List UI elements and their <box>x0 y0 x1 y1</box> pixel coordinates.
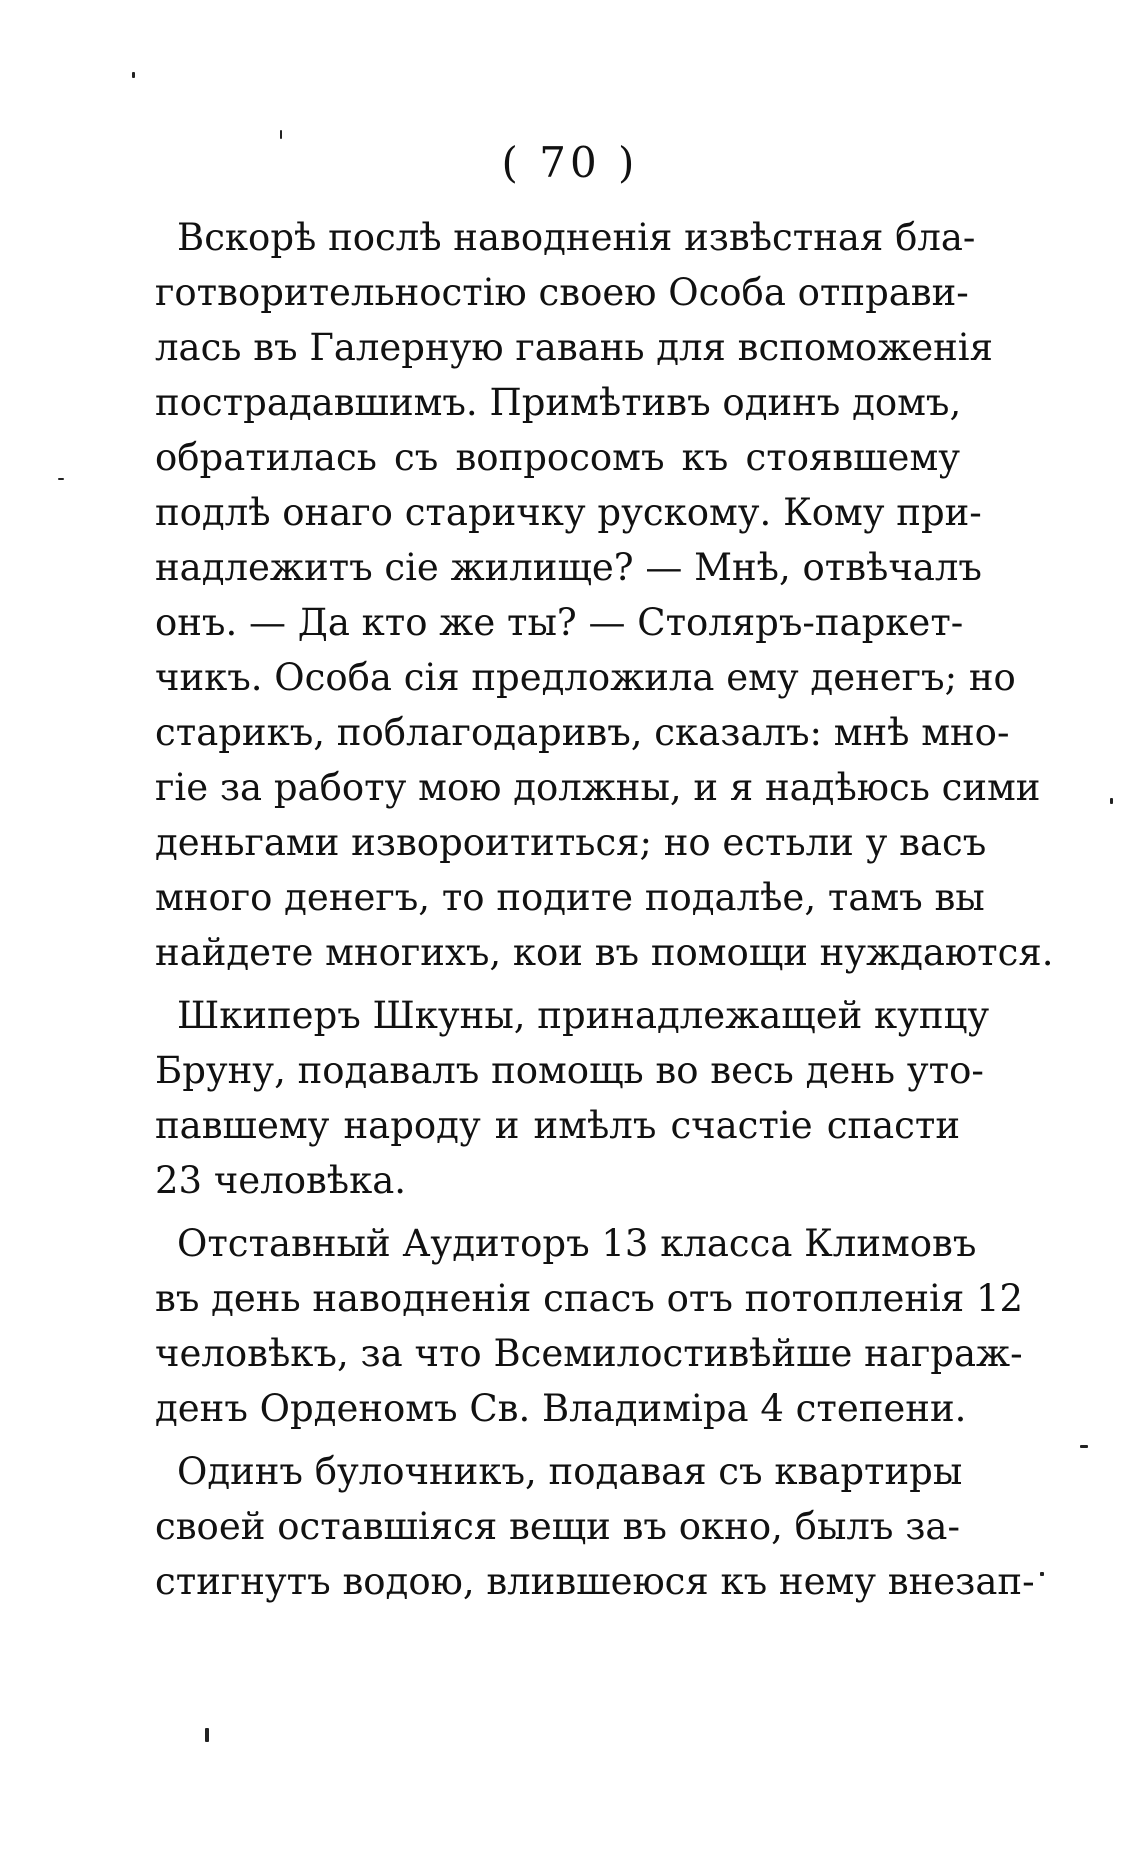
text-line: обратилась съ вопросомъ къ стоявшему <box>155 436 960 479</box>
text-line: гіе за работу мою должны, и я надѣюсь сими <box>155 766 1041 809</box>
text-line: Бруну, подавалъ помощь во весь день уто- <box>155 1049 984 1092</box>
text-line: денъ Орденомъ Св. Владиміра 4 степени. <box>155 1387 967 1430</box>
text-line: лась въ Галерную гавань для вспоможенія <box>155 326 993 369</box>
text-line: много денегъ, то подите подалѣе, тамъ вы <box>155 876 985 919</box>
body-text <box>155 210 1054 1609</box>
text-line: деньгами извороититься; но естьли у васъ <box>155 821 987 864</box>
paragraph-3 <box>155 1216 1024 1436</box>
text-line: готворительностію своею Особа отправи- <box>155 271 969 314</box>
text-line: Шкиперъ Шкуны, принадлежащей купцу <box>177 994 990 1037</box>
text-line: Вскорѣ послѣ наводненія извѣстная бла- <box>177 216 976 259</box>
text-line: найдете многихъ, кои въ помощи нуждаются. <box>155 931 1054 974</box>
text-line: подлѣ онаго старичку рускому. Кому при- <box>155 491 982 534</box>
text-line: пострадавшимъ. Примѣтивъ одинъ домъ, <box>155 381 962 424</box>
scan-speck <box>132 72 135 78</box>
text-line: павшему народу и имѣлъ счастіе спасти <box>155 1104 960 1147</box>
text-line: онъ. — Да кто же ты? — Столяръ-паркет- <box>155 601 964 644</box>
text-line: въ день наводненія спасъ отъ потопленія 12 <box>155 1277 1024 1320</box>
text-line: Одинъ булочникъ, подавая съ квартиры <box>177 1450 963 1493</box>
text-line: человѣкъ, за что Всемилостивѣйше награж- <box>155 1332 1023 1375</box>
scan-speck <box>280 130 282 139</box>
scan-speck <box>1110 798 1113 804</box>
scan-speck <box>1080 1445 1088 1448</box>
scan-speck <box>58 478 64 480</box>
text-line: Отставный Аудиторъ 13 класса Климовъ <box>177 1222 977 1265</box>
text-line: стигнутъ водою, влившеюся къ нему внезап- <box>155 1560 1035 1603</box>
paragraph-gap <box>155 980 960 988</box>
text-line: своей оставшіяся вещи въ окно, былъ за- <box>155 1505 960 1548</box>
paragraph-2 <box>155 988 990 1208</box>
scan-speck <box>1040 1572 1044 1576</box>
text-line: 23 человѣка. <box>155 1159 407 1202</box>
page-number: ( 70 ) <box>501 138 639 187</box>
paragraph-4 <box>155 1444 1035 1609</box>
text-line: надлежитъ сіе жилище? — Мнѣ, отвѣчалъ <box>155 546 982 589</box>
paragraph-gap <box>155 1436 960 1444</box>
paragraph-gap <box>155 1208 960 1216</box>
scan-speck <box>205 1728 209 1742</box>
text-line: чикъ. Особа сія предложила ему денегъ; но <box>155 656 1016 699</box>
text-line: старикъ, поблагодаривъ, сказалъ: мнѣ мно- <box>155 711 1010 754</box>
paragraph-1 <box>155 210 1054 980</box>
